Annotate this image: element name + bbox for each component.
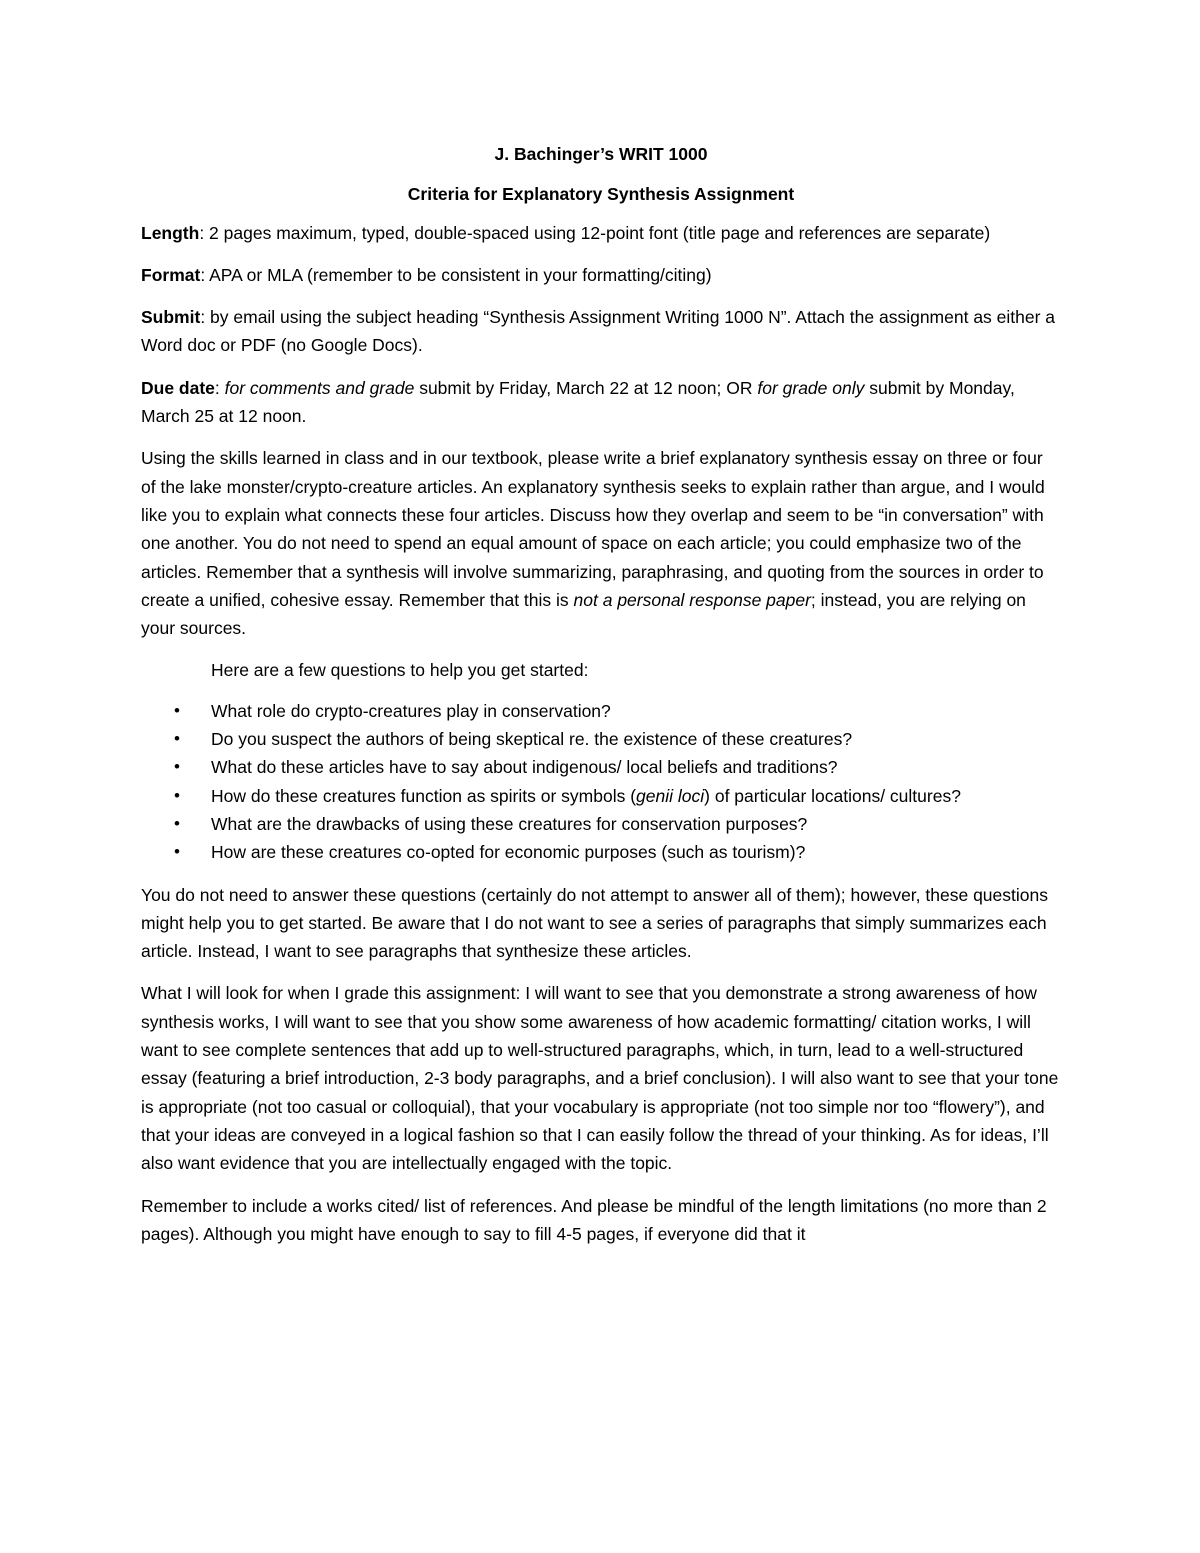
bullet-icon: •	[174, 700, 180, 720]
intro-text-before: Using the skills learned in class and in our textbook, please write a brief explanatory synthesis essay on three or four of the lake monster/crypto-creature articles. An explanatory synthesis seeks to explain rather than argue, and I would like you to explain what connects these four articles. Discuss how they overlap and seem to be “in conversation” with one another. You do not need to spend an equal amount of space on each article; you could emphasize two of the articles. Remember that a synthesis will involve summarizing, paraphrasing, and quoting from the sources in order to create a unified, cohesive essay. Remember that this is	[141, 448, 1045, 610]
list-item	[141, 725, 1061, 753]
document-subtitle: Criteria for Explanatory Synthesis Assignment	[407, 184, 795, 205]
submit-field	[141, 303, 1061, 360]
length-label: Length	[141, 222, 200, 243]
length-text: : 2 pages maximum, typed, double-spaced using 12-point font (title page and references are separate)	[199, 222, 991, 243]
submit-text: : by email using the subject heading “Synthesis Assignment Writing 1000 N”. Attach the assignment as either a Word doc or PDF (no Google Docs).	[141, 307, 1056, 356]
list-item	[141, 697, 1061, 725]
question-text: What role do crypto-creatures play in conservation?	[211, 700, 611, 721]
bullet-icon: •	[174, 842, 180, 862]
format-text: : APA or MLA (remember to be consistent in your formatting/citing)	[200, 264, 712, 285]
question-text: What are the drawbacks of using these creatures for conservation purposes?	[211, 813, 808, 834]
list-item	[141, 810, 1061, 838]
question-text-before: How do these creatures function as spirits or symbols (	[211, 785, 637, 806]
questions-list	[141, 697, 1061, 867]
question-text-after: ) of particular locations/ cultures?	[704, 785, 961, 806]
question-text: Do you suspect the authors of being skeptical re. the existence of these creatures?	[211, 729, 853, 750]
list-item	[141, 838, 1061, 866]
bullet-icon: •	[174, 729, 180, 749]
question-genii-loci: genii loci	[636, 785, 705, 806]
format-field	[141, 261, 1061, 289]
document-title: J. Bachinger’s WRIT 1000	[494, 144, 708, 164]
grading-paragraph: What I will look for when I grade this assignment: I will want to see that you demonstrate a strong awareness of how synthesis works, I will want to see that you show some awareness of how academic formatting/ citation works, I will want to see complete sentences that add up to well-structured paragraphs, which, in turn, lead to a well-structured essay (featuring a brief introduction, 2-3 body paragraphs, and a brief conclusion). I will also want to see that your tone is appropriate (not too casual or colloquial), that your vocabulary is appropriate (not too simple nor too “flowery”), and that your ideas are conveyed in a logical fashion so that I can easily follow the thread of your thinking. As for ideas, I’ll also want evidence that you are intellectually engaged with the topic.	[141, 983, 1059, 1174]
due-date-text2: submit by Monday, March 25 at 12 noon.	[141, 377, 1015, 427]
due-date-comments-grade: for comments and grade	[224, 377, 415, 398]
due-date-text1: submit by Friday, March 22 at 12 noon; OR	[414, 377, 758, 398]
due-date-grade-only: for grade only	[757, 377, 865, 398]
references-paragraph: Remember to include a works cited/ list of references. And please be mindful of the length limitations (no more than 2 pages). Although you might have enough to say to fill 4-5 pages, if everyone did that it	[141, 1195, 1047, 1244]
bullet-icon: •	[174, 813, 180, 833]
bullet-icon: •	[174, 757, 180, 777]
due-date-label: Due date	[141, 377, 215, 398]
intro-emphasis: not a personal response paper	[573, 589, 811, 610]
due-date-colon: :	[214, 377, 225, 398]
format-label: Format	[141, 264, 201, 285]
document-page	[141, 140, 1061, 1262]
intro-text-after: ; instead, you are relying on your sources.	[141, 589, 1026, 639]
no-answer-paragraph: You do not need to answer these questions (certainly do not attempt to answer all of them); however, these questions might help you to get started. Be aware that I do not want to see a series of paragraphs that simply summarizes each article. Instead, I want to see paragraphs that synthesize these articles.	[141, 884, 1048, 962]
bullet-icon: •	[174, 785, 180, 805]
list-item	[141, 753, 1061, 781]
due-date-field	[141, 374, 1061, 431]
questions-intro: Here are a few questions to help you get started:	[211, 660, 589, 681]
question-text: What do these articles have to say about indigenous/ local beliefs and traditions?	[211, 757, 838, 778]
intro-paragraph	[141, 444, 1061, 642]
question-text: How are these creatures co-opted for economic purposes (such as tourism)?	[211, 842, 806, 863]
list-item	[141, 782, 1061, 810]
length-field	[141, 219, 1061, 247]
submit-label: Submit	[141, 307, 201, 328]
